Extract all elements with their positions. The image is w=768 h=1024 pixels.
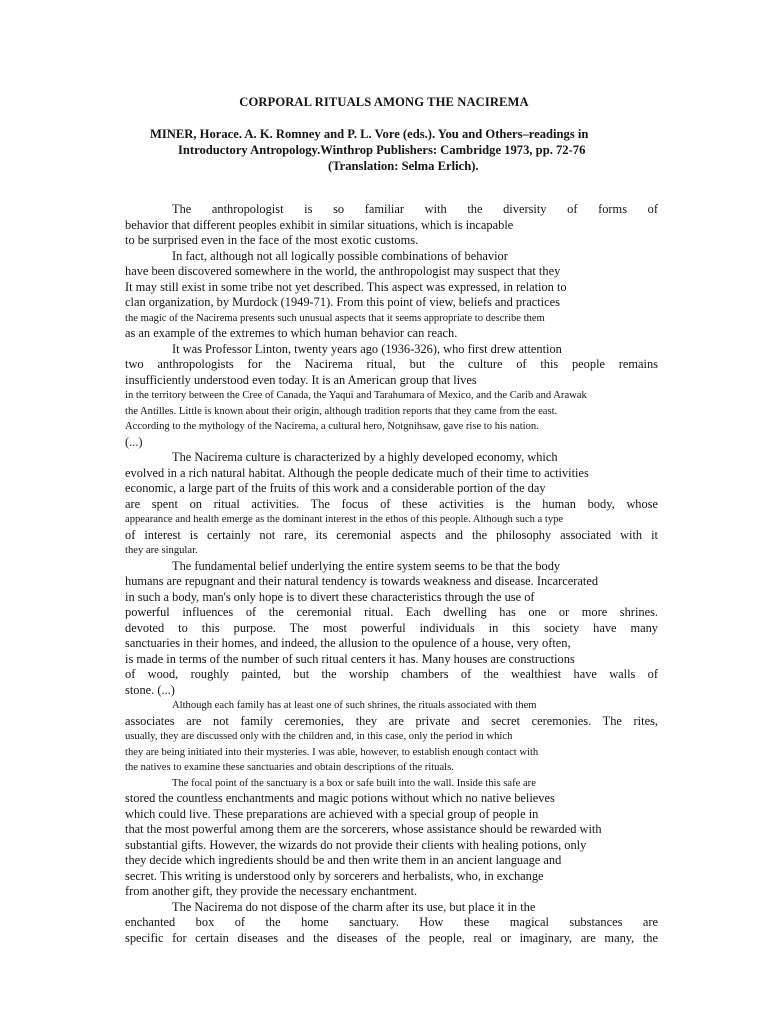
text-line: appearance and health emerge as the dominant interest in the ethos of this people. Although such a type	[125, 514, 564, 525]
text-line: specific for certain diseases and the diseases of the people, real or imaginary, are many, the	[125, 930, 658, 945]
text-line: the magic of the Nacirema presents such unusual aspects that it seems appropriate to describe them	[125, 312, 545, 324]
text-line: stone. (...)	[125, 682, 175, 697]
text-line: secret. This writing is understood only by sorcerers and herbalists, who, in exchange	[125, 868, 544, 883]
text-line: usually, they are discussed only with the children and, in this case, only the period in which	[125, 731, 513, 742]
citation-block	[150, 126, 670, 174]
text-line: the Antilles. Little is known about their origin, although tradition reports that they came from the east.	[125, 405, 558, 417]
citation-line: MINER, Horace. A. K. Romney and P. L. Vore (eds.). You and Others–readings in	[150, 127, 589, 141]
document-title: CORPORAL RITUALS AMONG THE NACIREMA	[239, 95, 529, 109]
text-line: It was Professor Linton, twenty years ago (1936-326), who first drew attention	[172, 341, 562, 356]
text-line: It may still exist in some tribe not yet described. This aspect was expressed, in relation to	[125, 279, 567, 294]
text-line: powerful influences of the ceremonial ritual. Each dwelling has one or more shrines.	[125, 605, 658, 619]
text-line: economic, a large part of the fruits of this work and a considerable portion of the day	[125, 481, 546, 495]
text-line: they are being initiated into their mysteries. I was able, however, to establish enough contact with	[125, 746, 539, 758]
text-line: The focal point of the sanctuary is a box or safe built into the wall. Inside this safe are	[172, 777, 536, 789]
text-line: enchanted box of the home sanctuary. How these magical substances are	[125, 915, 658, 929]
text-line: sanctuaries in their homes, and indeed, the allusion to the opulence of a house, very often,	[125, 636, 571, 650]
text-line: they decide which ingredients should be and then write them in an ancient language and	[125, 853, 562, 867]
text-line: substantial gifts. However, the wizards do not provide their clients with healing potions, only	[125, 837, 587, 852]
text-line: Although each family has at least one of such shrines, the rituals associated with them	[172, 700, 537, 711]
text-line: they are singular.	[125, 545, 198, 556]
text-line: devoted to this purpose. The most powerful individuals in this society have many	[125, 620, 658, 635]
citation-line: Introductory Antropology.Winthrop Publishers: Cambridge 1973, pp. 72-76	[178, 143, 586, 157]
text-line: (...)	[125, 434, 143, 449]
text-line: is made in terms of the number of such ritual centers it has. Many houses are constructions	[125, 651, 575, 666]
text-line: two anthropologists for the Nacirema ritual, but the culture of this people remains	[125, 357, 658, 371]
text-line: of wood, roughly painted, but the worship chambers of the wealthiest have walls of	[125, 667, 658, 681]
text-line: as an example of the extremes to which human behavior can reach.	[125, 326, 458, 340]
text-line: associates are not family ceremonies, they are private and secret ceremonies. The rites,	[125, 713, 658, 728]
text-line: the natives to examine these sanctuaries and obtain descriptions of the rituals.	[125, 762, 454, 773]
text-line: are spent on ritual activities. The focus of these activities is the human body, whose	[125, 496, 658, 511]
text-line: to be surprised even in the face of the most exotic customs.	[125, 233, 419, 247]
text-line: in such a body, man's only hope is to divert these characteristics through the use of	[125, 589, 535, 604]
text-line: clan organization, by Murdock (1949-71). From this point of view, beliefs and practices	[125, 295, 560, 309]
text-line: which could live. These preparations are achieved with a special group of people in	[125, 806, 539, 821]
text-line: The anthropologist is so familiar with the diversity of forms of	[172, 202, 658, 216]
text-line: that the most powerful among them are the sorcerers, whose assistance should be rewarded with	[125, 822, 602, 836]
text-line: behavior that different peoples exhibit in similar situations, which is incapable	[125, 217, 514, 232]
text-line: evolved in a rich natural habitat. Although the people dedicate much of their time to activities	[125, 465, 589, 480]
text-line: of interest is certainly not rare, its ceremonial aspects and the philosophy associated with it	[125, 527, 658, 542]
text-line: from another gift, they provide the necessary enchantment.	[125, 884, 418, 898]
text-line: insufficiently understood even today. It is an American group that lives	[125, 372, 477, 387]
text-line: The Nacirema culture is characterized by a highly developed economy, which	[172, 450, 558, 464]
text-line: In fact, although not all logically possible combinations of behavior	[172, 248, 508, 263]
text-line: stored the countless enchantments and magic potions without which no native believes	[125, 791, 555, 805]
body-text	[125, 202, 658, 946]
text-line: According to the mythology of the Nacirema, a cultural hero, Notgnihsaw, gave rise to his nation.	[125, 421, 539, 432]
text-line: The Nacirema do not dispose of the charm after its use, but place it in the	[172, 899, 536, 914]
text-line: humans are repugnant and their natural tendency is towards weakness and disease. Incarcerated	[125, 574, 599, 588]
text-line: have been discovered somewhere in the world, the anthropologist may suspect that they	[125, 264, 561, 278]
text-line: in the territory between the Cree of Canada, the Yaqui and Tarahumara of Mexico, and the Carib and Arawak	[125, 390, 587, 401]
text-line: The fundamental belief underlying the entire system seems to be that the body	[172, 558, 561, 573]
citation-line: (Translation: Selma Erlich).	[328, 159, 479, 173]
